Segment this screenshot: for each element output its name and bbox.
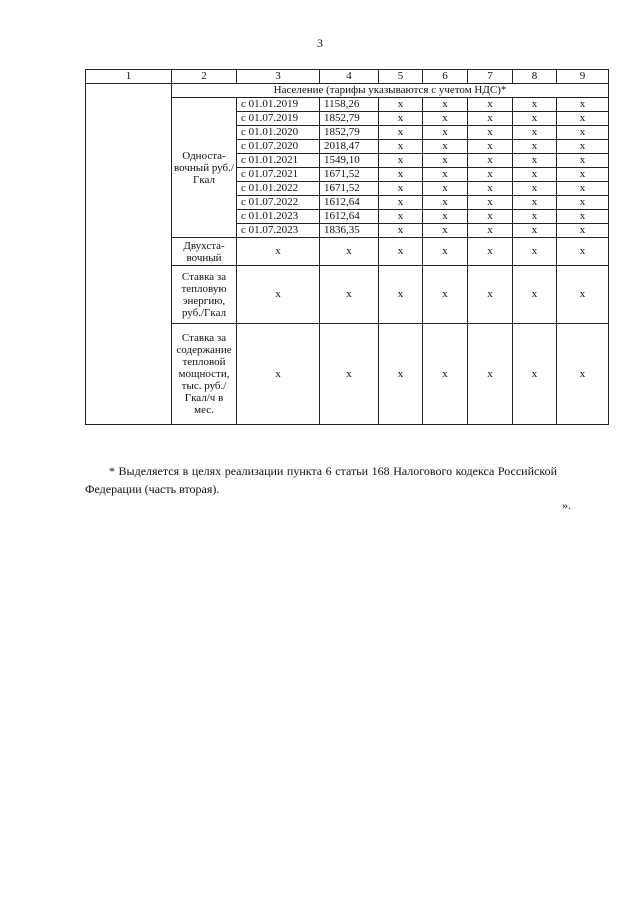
- x-mark: х: [379, 168, 423, 182]
- column-header: 3: [237, 70, 320, 84]
- x-mark: х: [379, 112, 423, 126]
- x-mark: х: [513, 168, 557, 182]
- column-header: 8: [513, 70, 557, 84]
- x-mark: х: [423, 168, 468, 182]
- x-mark: х: [379, 126, 423, 140]
- column-header: 2: [172, 70, 237, 84]
- tariff-value: 1158,26: [320, 98, 379, 112]
- x-mark: х: [557, 140, 609, 154]
- date-cell: с 01.07.2022: [237, 196, 320, 210]
- x-mark: х: [513, 324, 557, 425]
- column-header: 9: [557, 70, 609, 84]
- tariff-value: 1549,10: [320, 154, 379, 168]
- section-title: Население (тарифы указываются с учетом НДС)*: [172, 84, 609, 98]
- x-mark: х: [513, 238, 557, 266]
- x-mark: х: [423, 140, 468, 154]
- x-mark: х: [237, 266, 320, 324]
- x-mark: х: [468, 210, 513, 224]
- page-number: 3: [317, 36, 323, 50]
- x-mark: х: [468, 196, 513, 210]
- x-mark: х: [468, 140, 513, 154]
- tariff-value: 1612,64: [320, 210, 379, 224]
- x-mark: х: [557, 182, 609, 196]
- x-mark: х: [513, 126, 557, 140]
- x-mark: х: [513, 196, 557, 210]
- column-header: 4: [320, 70, 379, 84]
- x-mark: х: [513, 182, 557, 196]
- blank-cell: [86, 84, 172, 425]
- x-mark: х: [423, 196, 468, 210]
- section-title-row: [86, 84, 609, 98]
- x-mark: х: [379, 98, 423, 112]
- x-mark: х: [379, 196, 423, 210]
- x-mark: х: [379, 154, 423, 168]
- date-cell: с 01.01.2019: [237, 98, 320, 112]
- date-cell: с 01.07.2019: [237, 112, 320, 126]
- one-rate-label: Односта-вочный руб./Гкал: [172, 98, 237, 238]
- x-mark: х: [468, 168, 513, 182]
- tariff-value: 2018,47: [320, 140, 379, 154]
- date-cell: с 01.07.2021: [237, 168, 320, 182]
- x-mark: х: [379, 324, 423, 425]
- date-cell: с 01.01.2022: [237, 182, 320, 196]
- x-mark: х: [557, 324, 609, 425]
- date-cell: с 01.01.2023: [237, 210, 320, 224]
- two-rate-label: Двухста-вочный: [172, 238, 237, 266]
- x-mark: х: [557, 154, 609, 168]
- x-mark: х: [468, 98, 513, 112]
- x-mark: х: [468, 224, 513, 238]
- x-mark: х: [513, 140, 557, 154]
- date-cell: с 01.07.2023: [237, 224, 320, 238]
- x-mark: х: [557, 266, 609, 324]
- tariff-value: 1836,35: [320, 224, 379, 238]
- x-mark: х: [379, 266, 423, 324]
- column-header: 1: [86, 70, 172, 84]
- x-mark: х: [379, 224, 423, 238]
- x-mark: х: [557, 126, 609, 140]
- x-mark: х: [468, 154, 513, 168]
- tariff-value: 1852,79: [320, 112, 379, 126]
- x-mark: х: [468, 182, 513, 196]
- x-mark: х: [423, 182, 468, 196]
- x-mark: х: [423, 324, 468, 425]
- x-mark: х: [320, 324, 379, 425]
- x-mark: х: [557, 112, 609, 126]
- x-mark: х: [423, 224, 468, 238]
- x-mark: х: [557, 196, 609, 210]
- x-mark: х: [557, 238, 609, 266]
- x-mark: х: [423, 112, 468, 126]
- x-mark: х: [513, 266, 557, 324]
- x-mark: х: [423, 154, 468, 168]
- column-header: 7: [468, 70, 513, 84]
- x-mark: х: [557, 168, 609, 182]
- x-mark: х: [468, 266, 513, 324]
- x-mark: х: [557, 210, 609, 224]
- x-mark: х: [423, 126, 468, 140]
- x-mark: х: [513, 210, 557, 224]
- x-mark: х: [423, 98, 468, 112]
- x-mark: х: [237, 324, 320, 425]
- x-mark: х: [468, 238, 513, 266]
- x-mark: х: [379, 182, 423, 196]
- x-mark: х: [423, 238, 468, 266]
- x-mark: х: [320, 238, 379, 266]
- tariff-table: [85, 69, 609, 425]
- tariff-value: 1671,52: [320, 182, 379, 196]
- x-mark: х: [423, 266, 468, 324]
- x-mark: х: [557, 224, 609, 238]
- tariff-value: 1612,64: [320, 196, 379, 210]
- energy-rate-label: Ставка за тепловую энергию, руб./Гкал: [172, 266, 237, 324]
- tariff-value: 1671,52: [320, 168, 379, 182]
- x-mark: х: [379, 210, 423, 224]
- footnote: * Выделяется в целях реализации пункта 6 статьи 168 Налогового кодекса Российской Федерации (часть вторая).: [85, 464, 557, 496]
- x-mark: х: [468, 324, 513, 425]
- x-mark: х: [557, 98, 609, 112]
- date-cell: с 01.01.2021: [237, 154, 320, 168]
- date-cell: с 01.07.2020: [237, 140, 320, 154]
- tariff-value: 1852,79: [320, 126, 379, 140]
- x-mark: х: [513, 224, 557, 238]
- x-mark: х: [237, 238, 320, 266]
- date-cell: с 01.01.2020: [237, 126, 320, 140]
- column-header: 5: [379, 70, 423, 84]
- x-mark: х: [320, 266, 379, 324]
- closing-quote: ».: [562, 498, 571, 512]
- x-mark: х: [468, 126, 513, 140]
- capacity-rate-label: Ставка за содержание тепловой мощности, тыс. руб./ Гкал/ч в мес.: [172, 324, 237, 425]
- x-mark: х: [379, 238, 423, 266]
- x-mark: х: [513, 98, 557, 112]
- column-header: 6: [423, 70, 468, 84]
- x-mark: х: [513, 154, 557, 168]
- x-mark: х: [379, 140, 423, 154]
- x-mark: х: [513, 112, 557, 126]
- x-mark: х: [423, 210, 468, 224]
- x-mark: х: [468, 112, 513, 126]
- table-header-row: [86, 70, 609, 84]
